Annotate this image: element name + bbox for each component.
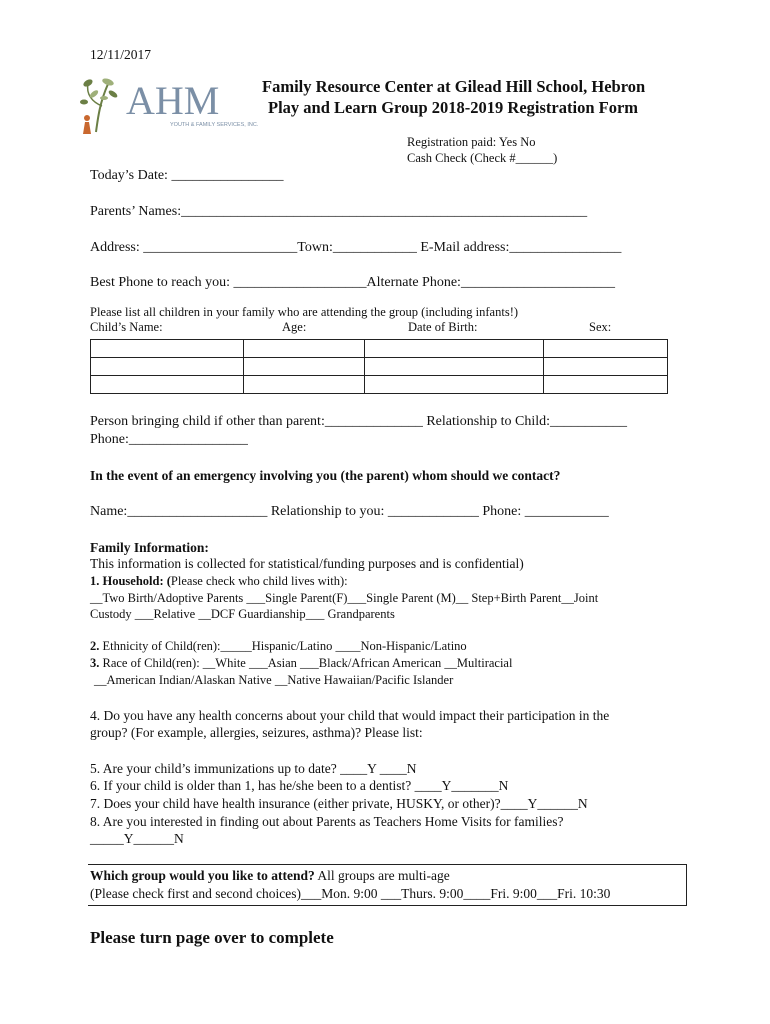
race-num: 3. <box>90 656 100 670</box>
form-title-line2: Play and Learn Group 2018-2019 Registration Form <box>268 98 639 117</box>
ahm-logo <box>78 72 259 136</box>
table-cell[interactable] <box>91 376 244 394</box>
household-options-line1[interactable]: __Two Birth/Adoptive Parents ___Single Parent(F)___Single Parent (M)__ Step+Birth Parent__Joint <box>90 591 599 605</box>
col-childs-name: Child’s Name: <box>90 320 163 334</box>
table-cell[interactable] <box>365 376 544 394</box>
person-bringing-phone[interactable]: Phone:_________________ <box>90 432 248 447</box>
emergency-contact-field[interactable]: Name:____________________ Relationship to you: _____________ Phone: ____________ <box>90 504 609 519</box>
parents-names-field[interactable]: Parents’ Names:__________________________________________________________ <box>90 204 588 219</box>
group-question-bold: Which group would you like to attend? <box>90 868 315 883</box>
col-date-of-birth: Date of Birth: <box>408 320 478 334</box>
turn-page-note: Please turn page over to complete <box>90 928 334 947</box>
table-cell[interactable] <box>365 358 544 376</box>
household-question <box>90 574 348 589</box>
ethnicity-question[interactable] <box>90 639 467 654</box>
table-cell[interactable] <box>244 376 365 394</box>
table-cell[interactable] <box>244 340 365 358</box>
col-age: Age: <box>282 320 307 334</box>
table-row <box>91 340 668 358</box>
immunizations-question[interactable]: 5. Are your child’s immunizations up to date? ____Y ____N <box>90 761 417 776</box>
ethnicity-text: Ethnicity of Child(ren):_____Hispanic/Latino ____Non-Hispanic/Latino <box>99 639 467 653</box>
group-choices[interactable]: (Please check first and second choices)___Mon. 9:00 ___Thurs. 9:00____Fri. 9:00___Fri. 10:30 <box>90 886 611 901</box>
race-question[interactable] <box>90 656 512 671</box>
tree-figure-icon <box>80 77 119 134</box>
home-visits-question: 8. Are you interested in finding out about Parents as Teachers Home Visits for families? <box>90 814 564 829</box>
household-num: 1. <box>90 574 100 588</box>
dentist-question[interactable]: 6. If your child is older than 1, has he/she been to a dentist? ____Y_______N <box>90 778 509 793</box>
household-label: Household: ( <box>102 574 171 588</box>
person-bringing-field[interactable]: Person bringing child if other than parent:______________ Relationship to Child:___________ <box>90 414 628 429</box>
table-row <box>91 376 668 394</box>
logo-letters: AHM <box>126 78 220 123</box>
children-intro: Please list all children in your family who are attending the group (including infants!) <box>90 305 519 319</box>
table-cell[interactable] <box>244 358 365 376</box>
payment-status: Registration paid: Yes No <box>407 135 536 149</box>
table-row <box>91 358 668 376</box>
family-info-heading: Family Information: <box>90 540 209 555</box>
group-question-note: All groups are multi-age <box>314 868 450 883</box>
table-cell[interactable] <box>91 340 244 358</box>
family-info-note: This information is collected for statistical/funding purposes and is confidential) <box>90 556 524 571</box>
table-cell[interactable] <box>544 358 668 376</box>
phone-field[interactable]: Best Phone to reach you: ___________________Alternate Phone:______________________ <box>90 275 615 290</box>
household-instructions: Please check who child lives with): <box>170 574 348 588</box>
payment-method: Cash Check (Check #______) <box>407 151 558 165</box>
table-cell[interactable] <box>365 340 544 358</box>
col-sex: Sex: <box>589 320 612 334</box>
address-field[interactable]: Address: ______________________Town:____________ E-Mail address:________________ <box>90 240 622 255</box>
household-options-line2[interactable]: Custody ___Relative __DCF Guardianship___ Grandparents <box>90 607 395 621</box>
form-title-line1: Family Resource Center at Gilead Hill School, Hebron <box>262 77 646 96</box>
children-table <box>90 339 668 394</box>
race-text: Race of Child(ren): __White ___Asian ___Black/African American __Multiracial <box>99 656 513 670</box>
race-options-line2[interactable]: __American Indian/Alaskan Native __Native Hawaiian/Pacific Islander <box>94 673 454 687</box>
table-cell[interactable] <box>544 340 668 358</box>
table-cell[interactable] <box>544 376 668 394</box>
emergency-heading: In the event of an emergency involving you (the parent) whom should we contact? <box>90 468 561 483</box>
table-cell[interactable] <box>91 358 244 376</box>
form-date: 12/11/2017 <box>90 47 152 62</box>
todays-date-field[interactable]: Today’s Date: ________________ <box>90 168 284 183</box>
health-question-line2[interactable]: group? (For example, allergies, seizures, asthma)? Please list: <box>90 725 423 740</box>
group-question <box>90 868 450 884</box>
insurance-question[interactable]: 7. Does your child have health insurance (either private, HUSKY, or other)?____Y______N <box>90 796 588 811</box>
ethnicity-num: 2. <box>90 639 100 653</box>
home-visits-answer[interactable]: _____Y______N <box>90 831 184 846</box>
health-question-line1: 4. Do you have any health concerns about your child that would impact their participation in the <box>90 708 610 723</box>
logo-subtitle: YOUTH & FAMILY SERVICES, INC. <box>170 122 259 128</box>
